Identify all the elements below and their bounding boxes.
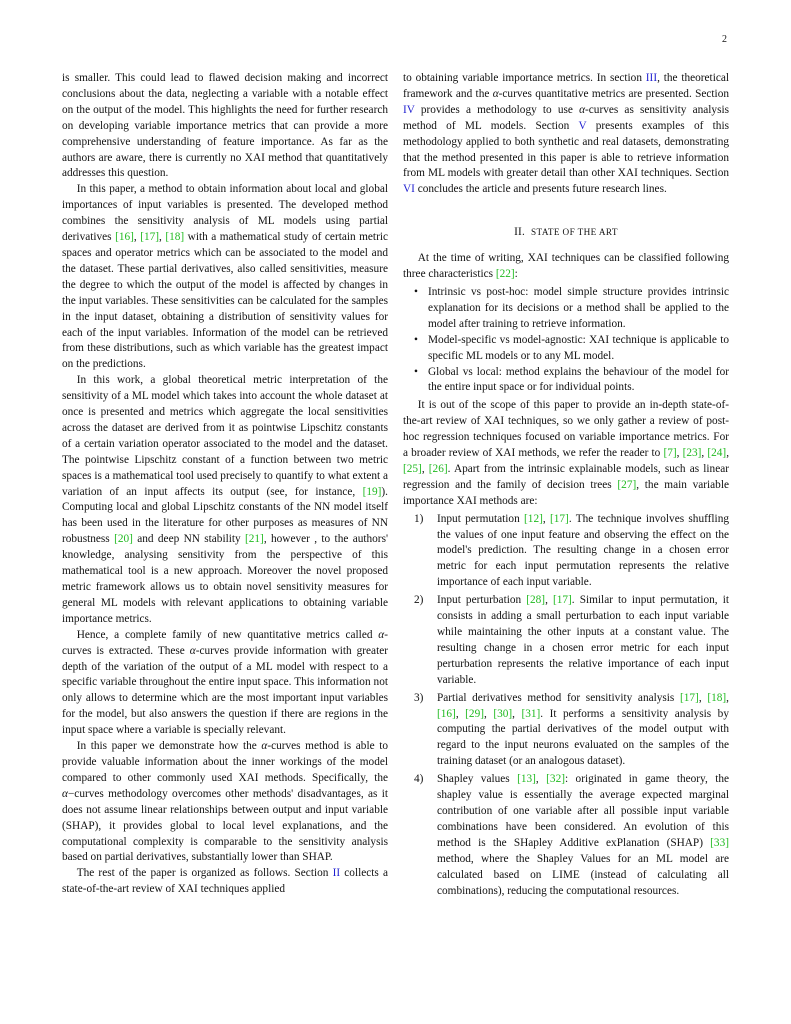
citation-link[interactable]: [25] bbox=[403, 462, 422, 475]
page-number: 2 bbox=[722, 34, 727, 45]
paragraph: to obtaining variable importance metrics. In section III, the theoretical framework and the α-curves quantitative metrics are presented. Section IV provides a methodology to use α-curves as sensitivity analysis method of ML models. Section V presents examples of this methodology applied to both synthetic and real datasets, demonstrating that the method presented in this paper is able to retrieve information from ML models with greater detail than other XAI techniques. Section VI concludes the article and presents future research lines. bbox=[403, 72, 730, 196]
paragraph: Hence, a complete family of new quantitative metrics called α-curves is extracted. These α-curves provide information with greater depth of the variation of the output of a ML model with respect to a specific variable throughout the entire input space. This information not only allows to determine which are the most important input variables for the model, but also answers the question if there are regions in the input space where a variable is specially relevant. bbox=[62, 628, 388, 737]
citation-link[interactable]: [30] bbox=[493, 707, 513, 720]
list-item bbox=[403, 512, 729, 592]
citation-link[interactable]: [32] bbox=[546, 773, 565, 786]
bullet-dot: • bbox=[414, 333, 418, 346]
section-link[interactable]: II bbox=[332, 867, 341, 880]
citation-link[interactable]: [13] bbox=[517, 773, 536, 786]
paragraph: It is out of the scope of this paper to provide an in-depth state-of-the-art review of XAI techniques, so we only gather a review of post-hoc regression techniques focused on variable importance metrics. For a broader review of XAI methods, we refer the reader to [7], [23], [24], [25], [26]. Apart from the intrinsic explainable models, such as linear regression and the family of decision trees [27], the main variable importance XAI methods are: bbox=[403, 399, 730, 507]
citation-link[interactable]: [29] bbox=[465, 707, 484, 720]
item-text: Input perturbation [28], [17]. Similar to input permutation, it consists in adding a small perturbation to each input variable while maintaining the other inputs at a constant value. The resulting change in a chosen error metric for each input perturbation represents the relative importance of each input variable. bbox=[437, 594, 729, 686]
bullet-text: Intrinsic vs post-hoc: model simple structure provides intrinsic explanation for its decisions or a method shall be applied to the model after training to retrieve information. bbox=[428, 285, 729, 330]
citation-link[interactable]: [22] bbox=[495, 268, 515, 281]
citation-link[interactable]: [7] bbox=[663, 447, 677, 460]
citation-link[interactable]: [31] bbox=[521, 707, 541, 720]
citation-link[interactable]: [16] bbox=[437, 707, 456, 720]
citation-link[interactable]: [17] bbox=[140, 231, 160, 244]
item-text: Partial derivatives method for sensitivity analysis [17], [18], [16], [29], [30], [31]. It performs a sensitivity analysis by computing the partial derivatives of the model output with regard to the input neurons evaluated on the samples of the training dataset (or an analogous dataset). bbox=[437, 691, 729, 768]
citation-link[interactable]: [33] bbox=[710, 836, 729, 849]
paragraph: In this work, a global theoretical metric interpretation of the sensitivity of a ML model which takes into account the whole dataset at once is presented and metrics which aggregate the local sensitivities across the dataset are derived from it as pointwise Lipschitz constants of a certain variation operator associated to the model and the dataset. The pointwise Lipschitz constant of a function between two metric spaces is a mathematical tool used precisely to quantify to what extent a variation of an input affects its output (see, for instance, [19]). Computing local and global Lipschitz constants of the NN model itself has been used in the literature for other purposes as measures of NN robustness [20] and deep NN stability [21], however , to the authors' knowledge, analysing sensitivity from the perspective of this mathematical tool is a new approach. Moreover the novel proposed metric framework allows us to obtain novel sensitivity measures for general ML models with relevant applications to obtaining variable importance metrics. bbox=[62, 374, 388, 625]
item-number: 1) bbox=[414, 512, 424, 525]
citation-link[interactable]: [18] bbox=[165, 231, 185, 244]
citation-link[interactable]: [27] bbox=[617, 478, 637, 491]
item-number: 4) bbox=[414, 773, 424, 786]
citation-link[interactable]: [18] bbox=[707, 691, 727, 704]
item-number: 2) bbox=[414, 594, 424, 607]
math-symbol: α bbox=[62, 787, 68, 800]
paragraph: In this paper, a method to obtain information about local and global importances of input variables is presented. The developed method combines the sensitivity analysis of ML models using partial derivatives [16], [17], [18] with a mathematical study of certain metric spaces and operator metrics which can be associated to the model and the dataset. These partial derivatives, also called sensitivities, measure the degree to which the output of the model is affected by changes in the input variables. These sensitivities can be calculated for the samples in the input dataset, obtaining a distribution of sensitivity values for each of the input variables. Information of the model can be retrieved from these distributions, such as which variable has the greatest impact on the predictions. bbox=[62, 183, 388, 371]
math-symbol: α bbox=[189, 644, 196, 657]
paragraph: is smaller. This could lead to flawed decision making and incorrect conclusions about the data, neglecting a variable with a notable effect on the output of the model. This highlights the need for further research on developing variable importance metrics that can provide a more comprehensive understanding of feature importance. As far as the authors are aware, there is currently no XAI method that quantitatively addresses this question. bbox=[62, 72, 388, 180]
list-item bbox=[403, 333, 729, 365]
citation-link[interactable]: [24] bbox=[707, 447, 727, 460]
citation-link[interactable]: [20] bbox=[114, 533, 133, 546]
paragraph: In this paper we demonstrate how the α-curves method is able to provide valuable information about the inner workings of the model compared to other commonly used XAI methods. Specifically, the α−curves methodology overcomes other methods' disadvantages, as it does not assume linear relationships between output and input variable (SHAP), it provides global to local level explanations, and the computational complexity is comparable to the sensitivity analysis based on partial derivatives, substantially lower than SHAP. bbox=[62, 740, 388, 864]
section-number: II. bbox=[514, 226, 526, 239]
item-text: Input permutation [12], [17]. The technique involves shuffling the values of one input feature and observing the effect on the model's prediction. The resulting change in a chosen error metric for each input permutation represents the relative importance of each input variable. bbox=[437, 512, 729, 589]
list-item bbox=[403, 691, 729, 771]
math-symbol: α bbox=[492, 87, 499, 100]
bullet-text: Global vs local: method explains the behaviour of the model for the entire input space or for individual points. bbox=[428, 365, 729, 394]
bullet-dot: • bbox=[414, 365, 418, 378]
bullet-text: Model-specific vs model-agnostic: XAI technique is applicable to specific ML models or to any ML model. bbox=[428, 333, 729, 362]
citation-link[interactable]: [17] bbox=[680, 691, 699, 704]
paragraph: The rest of the paper is organized as follows. Section II collects a state-of-the-art review of XAI techniques applied bbox=[62, 867, 388, 896]
section-title: STATE OF THE ART bbox=[531, 227, 618, 238]
section-heading bbox=[403, 225, 729, 241]
paragraph: At the time of writing, XAI techniques can be classified following three characteristics [22]: bbox=[403, 252, 729, 281]
list-item bbox=[403, 365, 729, 397]
item-number: 3) bbox=[414, 691, 424, 704]
citation-link[interactable]: [17] bbox=[550, 512, 569, 525]
list-item bbox=[403, 772, 729, 899]
citation-link[interactable]: [26] bbox=[428, 462, 448, 475]
left-column bbox=[62, 71, 388, 898]
citation-link[interactable]: [21] bbox=[245, 533, 264, 546]
list-item bbox=[403, 285, 729, 333]
item-text: Shapley values [13], [32]: originated in game theory, the shapley value is essentially the average expected marginal contribution of one variable after all possible input variable combinations have been considered. An evolution of this method is the SHapley Additive exPlanation (SHAP) [33] method, where the Shapley Values for an ML model are calculated based on LIME (instead of calculating all combinations), reducing the computational resources. bbox=[437, 773, 730, 897]
math-symbol: α bbox=[378, 628, 385, 641]
citation-link[interactable]: [17] bbox=[552, 594, 572, 607]
section-link[interactable]: III bbox=[645, 72, 658, 84]
section-link[interactable]: V bbox=[578, 119, 587, 132]
citation-link[interactable]: [16] bbox=[115, 231, 134, 244]
math-symbol: α bbox=[261, 740, 268, 753]
characteristics-list bbox=[403, 285, 729, 396]
right-column bbox=[403, 71, 729, 901]
section-link[interactable]: IV bbox=[403, 103, 415, 116]
bullet-dot: • bbox=[414, 285, 418, 298]
list-item bbox=[403, 593, 729, 688]
methods-list bbox=[403, 512, 729, 900]
section-link[interactable]: VI bbox=[403, 183, 415, 196]
math-symbol: α bbox=[579, 103, 586, 116]
citation-link[interactable]: [19] bbox=[362, 485, 382, 498]
citation-link[interactable]: [23] bbox=[682, 447, 702, 460]
citation-link[interactable]: [12] bbox=[524, 512, 543, 525]
citation-link[interactable]: [28] bbox=[526, 594, 546, 607]
